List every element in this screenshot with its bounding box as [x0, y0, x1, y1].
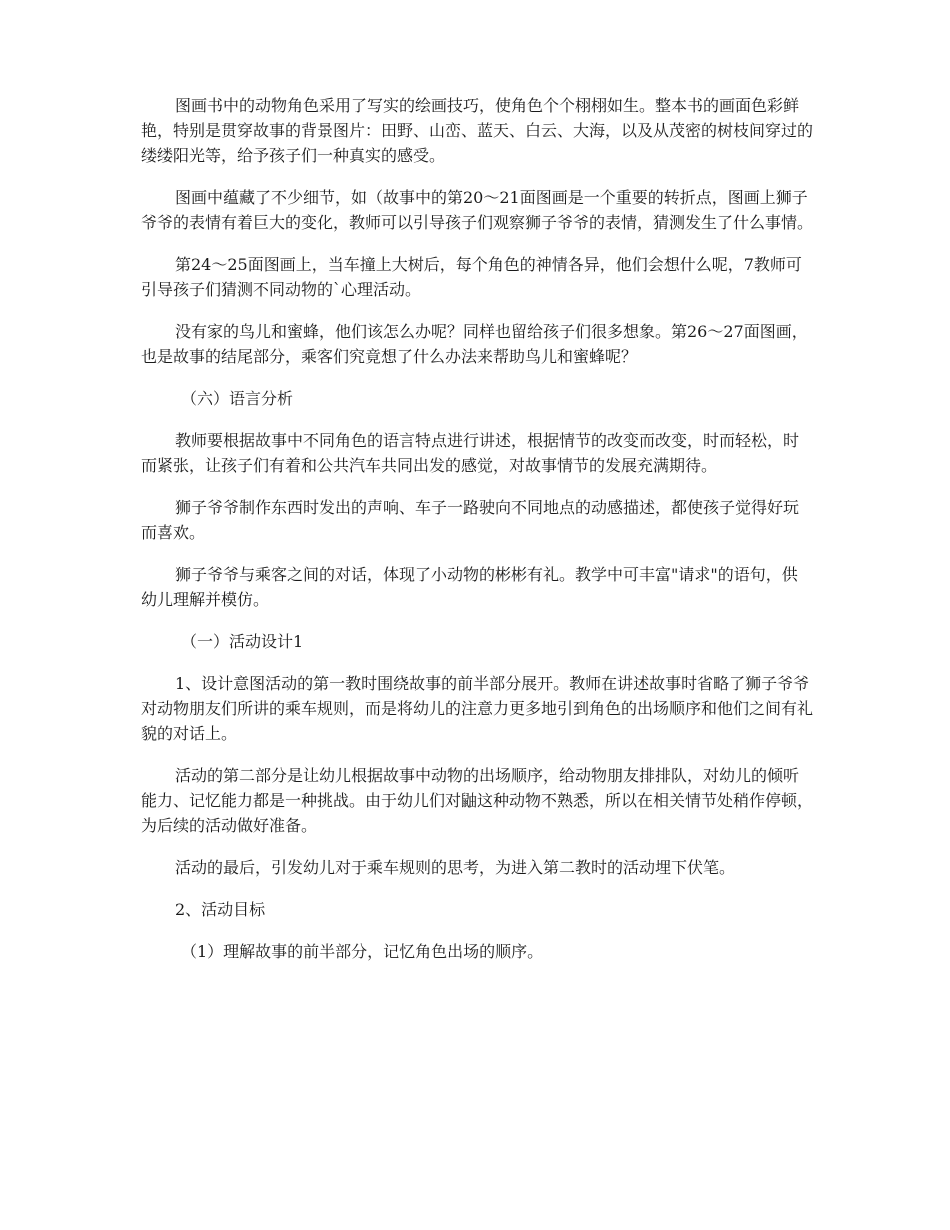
subheading-activity-goals: 2、活动目标 — [175, 900, 266, 919]
paragraph-language-narration: 教师要根据故事中不同角色的语言特点进行讲述，根据情节的改变而改变，时而轻松，时而紧张，让孩子们有着和公共汽车共同出发的感觉，对故事情节的发展充满期待。 — [141, 431, 800, 475]
document-body — [141, 93, 813, 981]
paragraph-pages-26-27: 没有家的鸟儿和蜜蜂，他们该怎么办呢？同样也留给孩子们很多想象。第26～27面图画，也是故事的结尾部分，乘客们究竟想了什么办法来帮助鸟儿和蜜蜂呢？ — [141, 322, 808, 366]
paragraph-sound-description: 狮子爷爷制作东西时发出的声响、车子一路驶向不同地点的动感描述，都使孩子觉得好玩而喜欢。 — [141, 498, 800, 542]
paragraph-illustration-details: 图画中蕴藏了不少细节，如（故事中的第20～21面图画是一个重要的转折点，图画上狮子爷爷的表情有着巨大的变化，教师可以引导孩子们观察狮子爷爷的表情，猜测发生了什么事情。 — [141, 188, 814, 232]
paragraph-polite-dialogue: 狮子爷爷与乘客之间的对话，体现了小动物的彬彬有礼。教学中可丰富"请求"的语句，供幼儿理解并模仿。 — [141, 565, 798, 609]
paragraph-activity-ending: 活动的最后，引发幼儿对于乘车规则的思考，为进入第二教时的活动埋下伏笔。 — [175, 858, 736, 877]
paragraph-activity-part-two: 活动的第二部分是让幼儿根据故事中动物的出场顺序，给动物朋友排排队，对幼儿的倾听能力、记忆能力都是一种挑战。由于幼儿们对鼬这种动物不熟悉，所以在相关情节处稍作停顿，为后续的活动做好准备。 — [141, 766, 814, 835]
paragraph-pages-24-25: 第24～25面图画上，当车撞上大树后，每个角色的神情各异，他们会想什么呢，7教师可引导孩子们猜测不同动物的`心理活动。 — [141, 255, 802, 299]
list-item-goal-1: （1）理解故事的前半部分，记忆角色出场的顺序。 — [181, 942, 544, 961]
section-heading-activity-design: （一）活动设计1 — [181, 632, 304, 651]
section-heading-language-analysis: （六）语言分析 — [181, 389, 294, 408]
paragraph-illustration-style: 图画书中的动物角色采用了写实的绘画技巧，使角色个个栩栩如生。整本书的画面色彩鲜艳，特别是贯穿故事的背景图片：田野、山峦、蓝天、白云、大海，以及从茂密的树枝间穿过的缕缕阳光等，给予孩子们一种真实的感受。 — [141, 96, 814, 165]
paragraph-design-intent: 1、设计意图活动的第一教时围绕故事的前半部分展开。教师在讲述故事时省略了狮子爷爷对动物朋友们所讲的乘车规则，而是将幼儿的注意力更多地引到角色的出场顺序和他们之间有礼貌的对话上。 — [141, 674, 814, 743]
